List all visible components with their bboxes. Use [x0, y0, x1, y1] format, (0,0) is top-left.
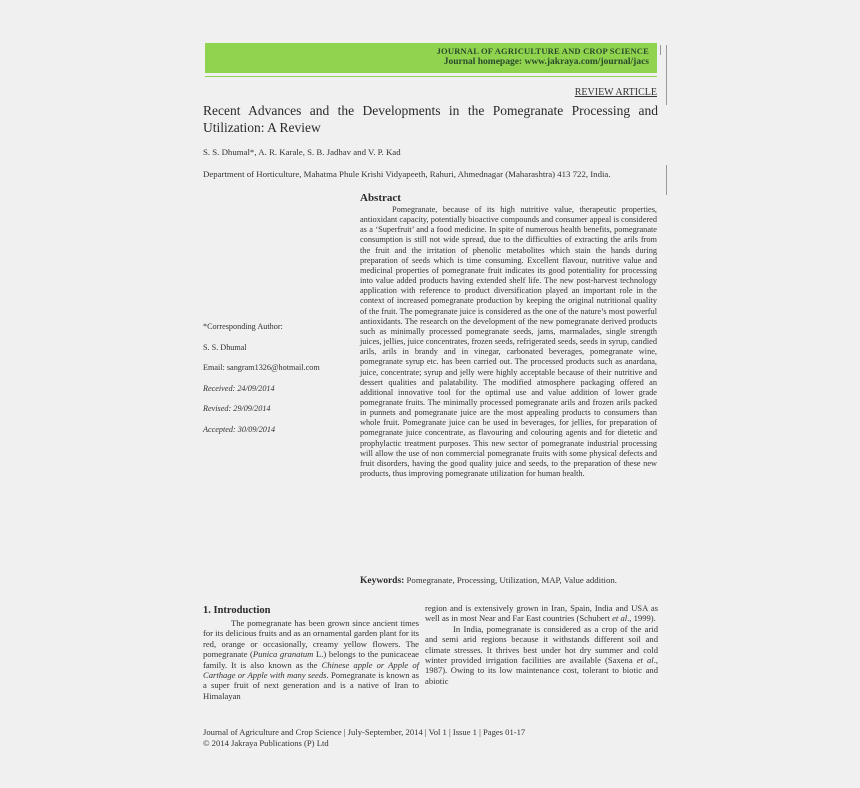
text-run: The pomegranate has been grown since ancient times for its delicious fruits and as an ornamental garden plant for its red, orange or occasionally, creamy yellow flowers. The pomegranate ( [203, 618, 419, 660]
intro-column-2 [425, 603, 658, 686]
footer-copyright: © 2014 Jakraya Publications (P) Ltd [203, 738, 329, 748]
affiliation: Department of Horticulture, Mahatma Phule Krishi Vidyapeeth, Rahuri, Ahmednagar (Maharashtra) 413 722, India. [203, 169, 611, 179]
intro-paragraph [425, 603, 658, 624]
corresponding-name: S. S. Dhumal [203, 342, 247, 352]
paper-title: Recent Advances and the Developments in the Pomegranate Processing and Utilization: A Review [203, 103, 658, 135]
et-al: et al [636, 655, 654, 666]
authors: S. S. Dhumal*, A. R. Karale, S. B. Jadhav and V. P. Kad [203, 147, 401, 157]
keywords-text: Pomegranate, Processing, Utilization, MAP, Value addition. [404, 575, 617, 585]
footer-citation: Journal of Agriculture and Crop Science | July-September, 2014 | Vol 1 | Issue 1 | Pages 01-17 [203, 727, 526, 737]
scientific-name: Punica granatum [252, 649, 314, 660]
text-run: ., 1999). [627, 613, 656, 624]
revised-date: Revised: 29/09/2014 [203, 404, 271, 413]
abstract-heading: Abstract [360, 192, 401, 204]
author-email: Email: sangram1326@hotmail.com [203, 363, 320, 372]
journal-banner [205, 43, 657, 73]
author-info [203, 322, 353, 445]
corresponding-label: *Corresponding Author: [203, 322, 283, 331]
journal-homepage: Journal homepage: www.jakraya.com/journal/jacs [443, 57, 649, 67]
et-al: et al [612, 613, 628, 624]
text-run: . Pomegranate is known as a super fruit of next generation and is a native of Iran to Himalayan [203, 670, 419, 701]
common-names: Chinese apple or Apple of Carthage or Apple with many seeds [203, 659, 420, 681]
keywords-label: Keywords: [360, 576, 405, 586]
margin-mark [666, 165, 667, 195]
margin-mark [666, 45, 667, 105]
text-run: L.) belongs to the punicaceae family. It is also known as the [203, 649, 419, 670]
intro-paragraph [425, 624, 658, 686]
journal-name: JOURNAL OF AGRICULTURE AND CROP SCIENCE [436, 46, 649, 56]
keywords [360, 575, 660, 586]
text-run: region and is extensively grown in Iran, Spain, India and USA as well as in most Near and Far East countries (Schubert [425, 603, 658, 624]
received-date: Received: 24/09/2014 [203, 383, 275, 393]
intro-column-1 [203, 618, 419, 701]
accepted-date: Accepted: 30/09/2014 [203, 424, 276, 434]
intro-paragraph [203, 618, 419, 701]
text-run: ., 1987). Owing to its low maintenance cost, tolerant to biotic and abiotic [425, 655, 658, 686]
banner-rule [205, 76, 657, 77]
text-run: In India, pomegranate is considered as a crop of the arid and semi arid regions because it withstands different soil and climate stresses. It thrives best under hot dry summer and cold winter provided irrigation facilities are available (Saxena [425, 623, 658, 666]
abstract-text: Pomegranate, because of its high nutritive value, therapeutic properties, antioxidant capacity, potentially bioactive compounds and consumer appeal is considered as a ‘Superfruit’ and a food medicine. In spite of numerous health benefits, pomegranate consumption is still not wide spread, due to the difficulties of extracting the arils from the fruit and the irritation of phenolic metabolites which stain the hands during preparation of seeds which is time consuming. Excellent flavour, nutritive value and medicinal properties of pomegranate fruit indicates its good potentiality for processing into value added products having extended shelf life. The new post-harvest technology application with reference to product diversification played an important role in the context of increased pomegranate production by keeping the original nutritional quality of the fruit. The pomegranate juice is considered as the one of the nature’s most powerful antioxidants. The research on the development of the new pomegranate derived products such as minimally processed pomegranate seeds, jams, marmalades, single strength juices, jellies, juice concentrates, frozen seeds, refrigerated seeds, seeds in syrup, candied arils, arils in brandy and in vinegar, carbonated beverages, pomegranate wine, pomegranate syrup etc. has been carried out. The processed products such as anardana, juice, concentrate; syrup and jelly were highly acceptable because of their nutritive and dessert qualities and palatability. The modified atmosphere packaging offered an additional innovative tool for the optimal use and value addition of lower grade pomegranate fruits. The minimally processed pomegranate arils and frozen arils packed in punnets and pomegranate juice are the most appealing products to consumers than whole fruit. Pomegranate juice can be used in beverages, for jellies, for preparation of pomegranate juice concentrate, as flavouring and colouring agents and for dietetic and prophylactic treatment purposes. This new sector of pomegranate industrial processing will allow the use of non commercial pomegranate fruits with some physical defects and fruit disorders, having the good quality juice and seeds, to the preparation of these new products, thus improving pomegranate utilization for human health. [360, 205, 657, 479]
intro-heading: 1. Introduction [203, 605, 271, 616]
article-type: REVIEW ARTICLE [574, 87, 657, 98]
margin-mark [660, 45, 661, 55]
page-footer [203, 727, 663, 749]
